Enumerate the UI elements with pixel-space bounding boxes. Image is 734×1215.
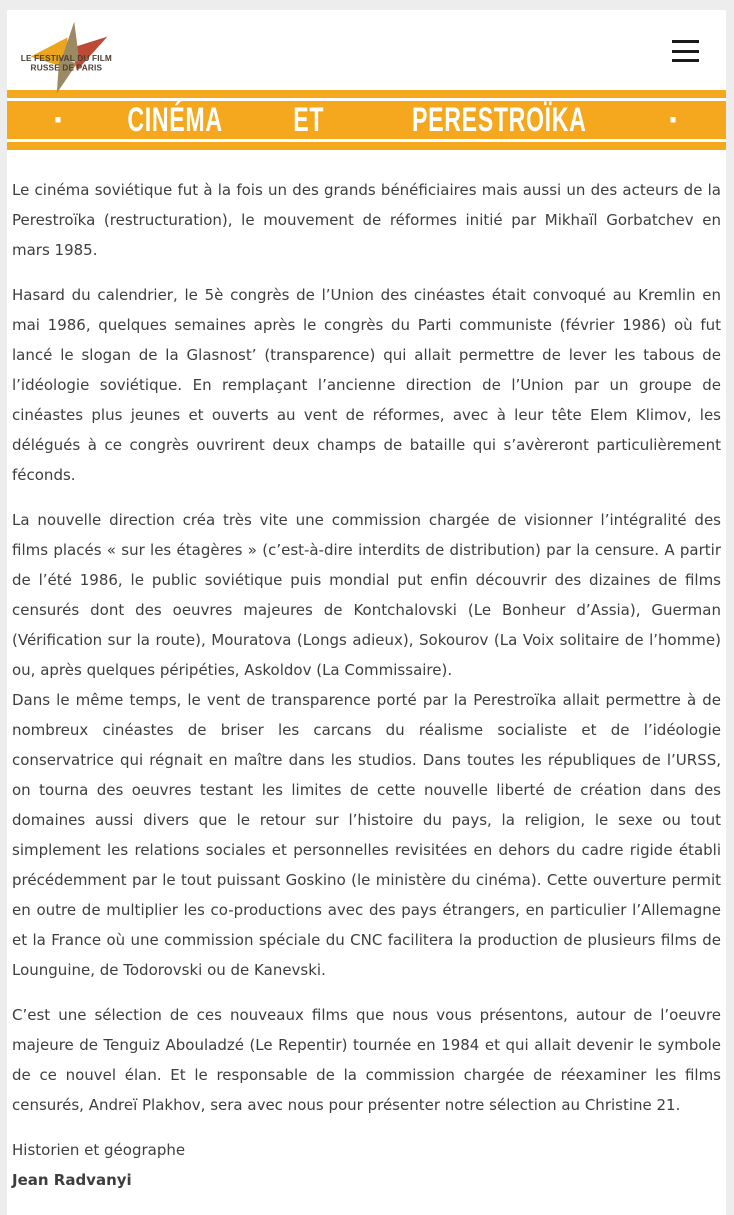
paragraph-intro: Le cinéma soviétique fut à la fois un des grands bénéficiaires mais aussi un des acteurs de la Perestroïka (restructuration), le mouvement de réformes initié par Mikhaïl Gorbatchev en mars 1985. bbox=[12, 181, 721, 259]
menu-button[interactable] bbox=[672, 40, 699, 62]
paragraph-transparence: Dans le même temps, le vent de transparence porté par la Perestroïka allait permettre à de nombreux cinéastes de briser les carcans du réalisme socialiste et de l’idéologie conservatrice qui régnait en maître dans les studios. Dans toutes les républiques de l’URSS, on tourna des oeuvres testant les limites de cette nouvelle liberté de création dans des domaines aussi divers que le retour sur l’histoire du pays, la religion, le sexe ou tout simplement les relations sociales et personnelles revisitées en dehors du cadre rigide établi précédemment par le tout puissant Goskino (le ministère du cinéma). Cette ouverture permit en outre de multiplier les co-productions avec des pays étrangers, en particulier l’Allemagne et la France où une commission spéciale du CNC facilitera la production de plusieurs films de Lounguine, de Todorovski ou de Kanevski. bbox=[12, 691, 721, 979]
page-title-word-3: PERESTROÏKA bbox=[412, 101, 587, 139]
hamburger-icon bbox=[672, 40, 699, 43]
hamburger-icon bbox=[672, 50, 699, 53]
site-header bbox=[7, 10, 726, 90]
article-body bbox=[7, 150, 726, 1215]
page-title-word-2: ET bbox=[292, 101, 324, 139]
logo-text-line1: LE FESTIVAL DU FILM bbox=[21, 53, 112, 63]
page bbox=[7, 10, 726, 1215]
page-title-word-1: CINÉMA bbox=[127, 101, 223, 139]
separator-dot-left: · bbox=[53, 99, 65, 140]
festival-star-logo-icon bbox=[21, 20, 117, 95]
hamburger-icon bbox=[672, 59, 699, 62]
signature-name: Jean Radvanyi bbox=[12, 1171, 132, 1189]
paragraph-commission: La nouvelle direction créa très vite une commission chargée de visionner l’intégralité des films placés « sur les étagères » (c’est-à-dire interdits de distribution) par la censure. A partir de l’été 1986, le public soviétique puis mondial put enfin découvrir des dizaines de films censurés dont des oeuvres majeures de Kontchalovski (Le Bonheur d’Assia), Guerman (Vérification sur la route), Mouratova (Longs adieux), Sokourov (La Voix solitaire de l’homme) ou, après quelques péripéties, Askoldov (La Commissaire). bbox=[12, 511, 721, 679]
signature-role: Historien et géographe bbox=[12, 1141, 186, 1159]
logo-text-line2: RUSSE DE PARIS bbox=[30, 63, 103, 73]
separator-dot-right: · bbox=[667, 99, 680, 140]
banner-band bbox=[7, 101, 726, 139]
paragraph-congress: Hasard du calendrier, le 5è congrès de l’Union des cinéastes était convoqué au Kremlin en mai 1986, quelques semaines après le congrès du Parti communiste (février 1986) où fut lancé le slogan de la Glasnost’ (transparence) qui allait permettre de lever les tabous de l’idéologie soviétique. En remplaçant l’ancienne direction de l’Union par un groupe de cinéastes plus jeunes et ouverts au vent de réformes, avec à leur tête Elem Klimov, les délégués à ce congrès ouvrirent deux champs de bataille qui s’avèreront particulièrement féconds. bbox=[12, 286, 721, 484]
paragraph-selection: C’est une sélection de ces nouveaux films que nous vous présentons, autour de l’oeuvre majeure de Tenguiz Abouladzé (Le Repentir) tournée en 1984 et qui allait devenir le symbole de ce nouvel élan. Et le responsable de la commission chargée de réexaminer les films censurés, Andreï Plakhov, sera avec nous pour présenter notre sélection au Christine 21. bbox=[12, 1006, 721, 1114]
title-banner bbox=[7, 90, 726, 150]
festival-logo[interactable] bbox=[21, 20, 117, 95]
banner-strip-bottom bbox=[7, 142, 726, 150]
